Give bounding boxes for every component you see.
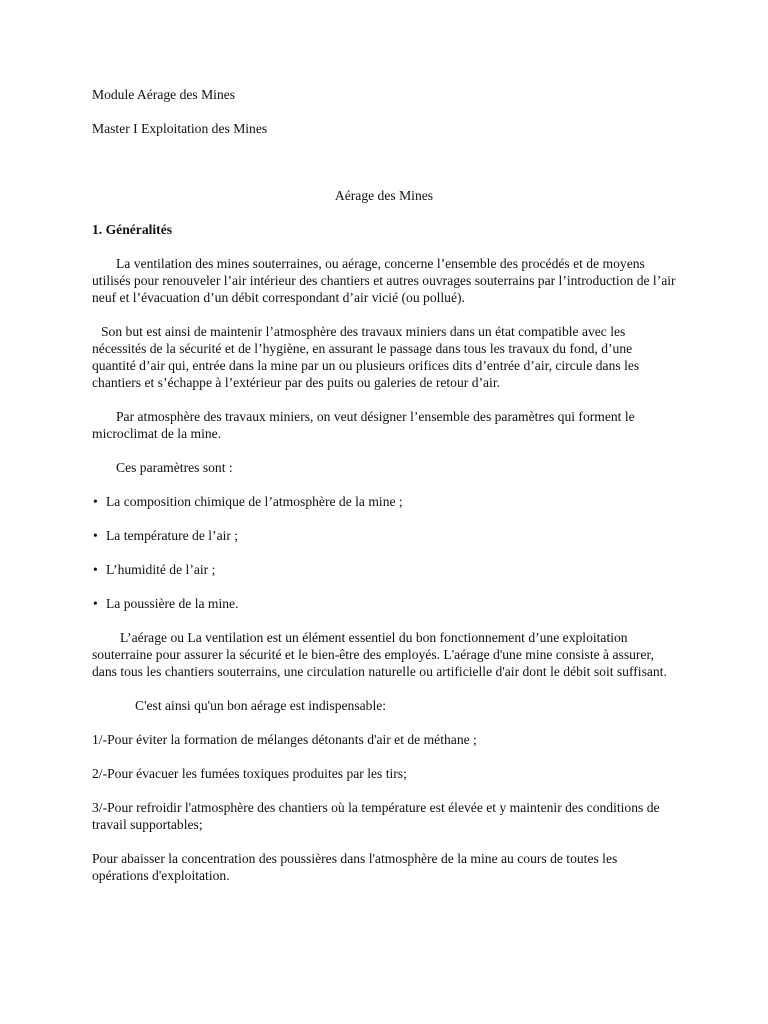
module-name: Module Aérage des Mines (92, 87, 236, 102)
list-item (92, 595, 676, 612)
list-item-text: La température de l’air ; (106, 528, 239, 543)
bullet-icon: • (93, 562, 98, 577)
bullet-icon: • (93, 528, 98, 543)
document-title: Aérage des Mines (334, 188, 434, 203)
paragraph-purpose: Son but est ainsi de maintenir l’atmosphère des travaux miniers dans un état compatible avec les nécessités de la sécurité et de l’hygiène, en assurant le passage dans tous les travaux du fond, d’une quantité d’air qui, entrée dans la mine par un ou plusieurs orifices dits d’entrée d’air, circule dans les chantiers et s’échappe à l’extérieur par des puits ou galeries de retour d’air. (92, 324, 640, 390)
bullet-icon: • (93, 596, 98, 611)
paragraph-params-intro: Ces paramètres sont : (116, 460, 233, 475)
list-item-text: La poussière de la mine. (106, 596, 239, 611)
paragraph-importance: L’aérage ou La ventilation est un élément essentiel du bon fonctionnement d’une exploitation souterraine pour assurer la sécurité et le bien-être des employés. L'aérage d'une mine consiste à assurer, dans tous les chantiers souterrains, une circulation naturelle ou artificielle d'air dont le débit soit suffisant. (92, 630, 667, 679)
master-name: Master I Exploitation des Mines (92, 121, 268, 136)
section-heading: 1. Généralités (92, 222, 173, 237)
paragraph-definition: La ventilation des mines souterraines, ou aérage, concerne l’ensemble des procédés et de moyens utilisés pour renouveler l’air intérieur des chantiers et autres ouvrages souterrains par l’introduction de l’air neuf et l’évacuation d’un débit correspondant d’air vicié (ou pollué). (92, 256, 676, 305)
list-item (92, 527, 676, 544)
numbered-item: 3/-Pour refroidir l'atmosphère des chantiers où la température est élevée et y maintenir des conditions de travail supportables; (92, 800, 660, 832)
paragraph-dust: Pour abaisser la concentration des poussières dans l'atmosphère de la mine au cours de toutes les opérations d'exploitation. (92, 851, 618, 883)
list-item-text: L’humidité de l’air ; (106, 562, 216, 577)
list-item (92, 561, 676, 578)
list-item (92, 493, 676, 510)
numbered-item: 1/-Pour éviter la formation de mélanges détonants d'air et de méthane ; (92, 732, 477, 747)
paragraph-atmosphere: Par atmosphère des travaux miniers, on veut désigner l’ensemble des paramètres qui forment le microclimat de la mine. (92, 409, 635, 441)
list-item-text: La composition chimique de l’atmosphère de la mine ; (106, 494, 403, 509)
numbered-item: 2/-Pour évacuer les fumées toxiques produites par les tirs; (92, 766, 407, 781)
paragraph-indispensable: C'est ainsi qu'un bon aérage est indispensable: (135, 698, 387, 713)
bullet-icon: • (93, 494, 98, 509)
parameters-list (92, 493, 676, 612)
